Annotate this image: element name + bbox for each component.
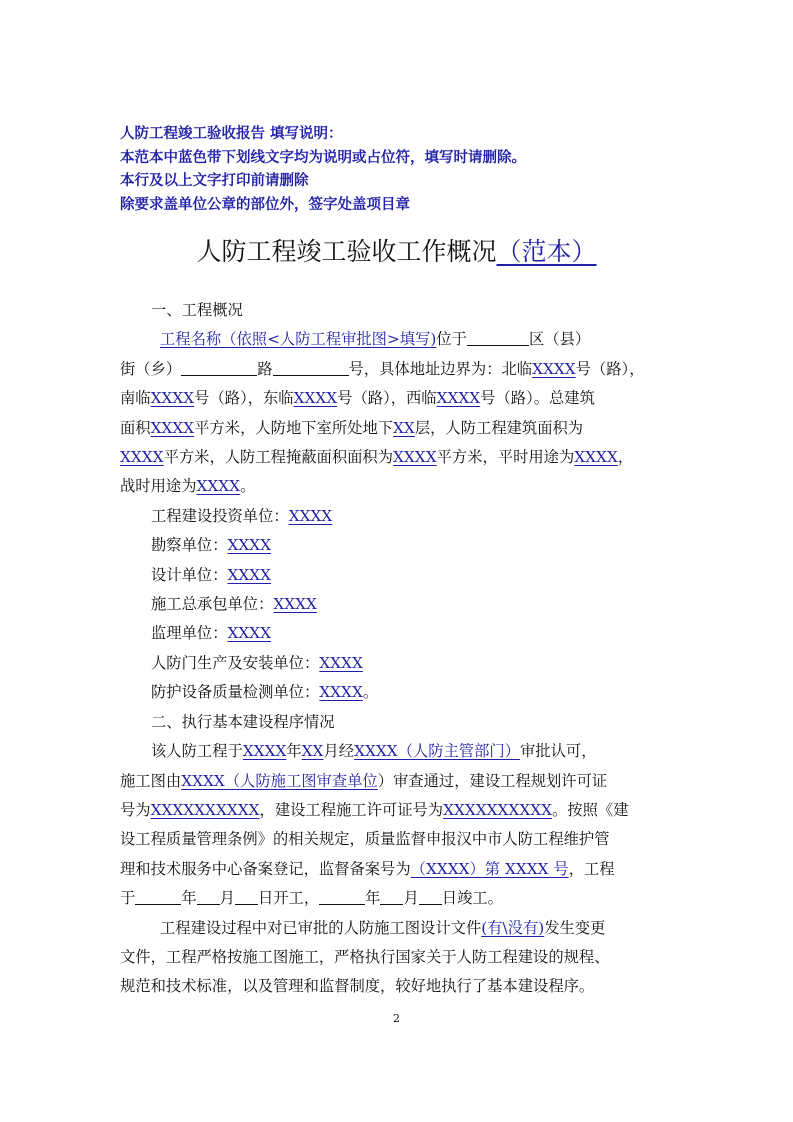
survey-unit-placeholder: XXXX	[227, 536, 272, 555]
note-line-1: 人防工程竣工验收报告 填写说明：	[120, 126, 343, 142]
project-name-placeholder: 工程名称（依照<人防工程审批图>填写)	[160, 330, 437, 349]
permit-line: 号为XXXXXXXXXX，建设工程施工许可证号为XXXXXXXXXX。按照《建	[120, 800, 629, 819]
start-day-blank	[235, 888, 258, 905]
end-day-blank	[419, 888, 442, 905]
compliance-line-1: 文件，工程严格按施工图施工，严格执行国家关于人防工程建设的规程、	[120, 947, 610, 966]
project-name-line: 工程名称（依照<人防工程审批图>填写)位于 区（县）	[160, 330, 591, 349]
review-unit-placeholder: XXXX（人防施工图审查单位	[181, 771, 378, 790]
street-blank	[181, 359, 257, 376]
end-year-blank	[319, 888, 365, 905]
survey-unit-line: 勘察单位：XXXX	[151, 536, 272, 555]
review-line: 施工图由XXXX（人防施工图审查单位）审查通过，建设工程规划许可证	[120, 771, 608, 790]
planning-permit-placeholder: XXXXXXXXXX	[150, 800, 260, 819]
start-year-blank	[135, 888, 181, 905]
contractor-unit-placeholder: XXXX	[273, 595, 317, 614]
section-2-heading: 二、执行基本建设程序情况	[151, 712, 335, 731]
change-line: 工程建设过程中对已审批的人防施工图设计文件(有\没有)发生变更	[160, 918, 606, 937]
title-main: 人防工程竣工验收工作概况	[196, 237, 497, 266]
address-line: 街（乡） 路 号，具体地址边界为：北临XXXX号（路），	[120, 359, 645, 378]
road-blank	[273, 359, 349, 376]
area-line: 面积XXXX平方米，人防地下室所处地下XX层，人防工程建筑面积为	[120, 418, 584, 437]
section-1-heading: 一、工程概况	[151, 301, 243, 319]
document-title	[0, 232, 793, 272]
design-unit-placeholder: XXXX	[227, 565, 272, 584]
note-line-2: 本范本中蓝色带下划线文字均为说明或占位符，填写时请删除。	[120, 149, 526, 166]
page-number: 2	[393, 1012, 400, 1025]
instruction-notes	[120, 123, 720, 217]
supervisor-unit-placeholder: XXXX	[227, 624, 272, 643]
supervisor-unit-line: 监理单位：XXXX	[151, 624, 272, 643]
shelter-area-placeholder: XXXX	[393, 448, 437, 467]
boundary-line: 南临XXXX号（路），东临XXXX号（路），西临XXXX号（路）。总建筑	[120, 389, 595, 408]
regulation-line: 设工程质量管理条例》的相关规定，质量监督申报汉中市人防工程维护管	[120, 830, 610, 849]
document-body	[120, 296, 680, 1002]
contractor-unit-line: 施工总承包单位：XXXX	[151, 595, 317, 614]
record-line: 理和技术服务中心备案登记，监督备案号为（XXXX）第 XXXX 号，工程	[120, 859, 615, 878]
construction-permit-placeholder: XXXXXXXXXX	[443, 800, 552, 819]
note-line-4: 除要求盖单位公章的部位外，签字处盖项目章	[120, 196, 410, 213]
civil-area-placeholder: XXXX	[120, 448, 164, 467]
peacetime-use-placeholder: XXXX	[574, 448, 618, 467]
approval-month-placeholder: XX	[301, 742, 324, 761]
testing-unit-placeholder: XXXX	[319, 683, 363, 702]
wartime-line: 战时用途为XXXX。	[120, 477, 256, 496]
south-placeholder: XXXX	[150, 389, 195, 408]
approval-year-placeholder: XXXX	[242, 742, 287, 761]
design-unit-line: 设计单位：XXXX	[151, 565, 272, 584]
floor-placeholder: XX	[393, 418, 415, 437]
record-number-placeholder: （XXXX）第 XXXX 号	[410, 859, 569, 878]
total-area-placeholder: XXXX	[150, 418, 195, 437]
compliance-line-2: 规范和技术标准，以及管理和监督制度，较好地执行了基本建设程序。	[120, 977, 595, 996]
dates-line: 于 年 月 日开工， 年 月 日竣工。	[120, 889, 503, 908]
wartime-use-placeholder: XXXX	[196, 477, 241, 496]
district-blank	[467, 329, 529, 346]
east-placeholder: XXXX	[293, 389, 338, 408]
usage-line: XXXX平方米，人防工程掩蔽面积面积为XXXX平方米，平时用途为XXXX，	[120, 448, 634, 467]
authority-placeholder: XXXX（人防主管部门）	[354, 742, 520, 761]
invest-unit-line: 工程建设投资单位：XXXX	[151, 506, 333, 525]
invest-unit-placeholder: XXXX	[288, 506, 333, 525]
has-change-placeholder: (有\没有)	[481, 918, 545, 937]
end-month-blank	[380, 888, 403, 905]
door-unit-placeholder: XXXX	[319, 653, 363, 672]
title-suffix: （范本）	[496, 237, 597, 266]
note-line-3: 本行及以上文字打印前请删除	[120, 173, 309, 190]
door-unit-line: 人防门生产及安装单位：XXXX	[151, 653, 363, 672]
north-placeholder: XXXX	[532, 359, 576, 378]
start-month-blank	[197, 888, 220, 905]
approval-line: 该人防工程于XXXX年XX月经XXXX（人防主管部门）审批认可，	[151, 742, 597, 761]
testing-unit-line: 防护设备质量检测单位：XXXX。	[151, 683, 379, 702]
west-placeholder: XXXX	[436, 389, 481, 408]
